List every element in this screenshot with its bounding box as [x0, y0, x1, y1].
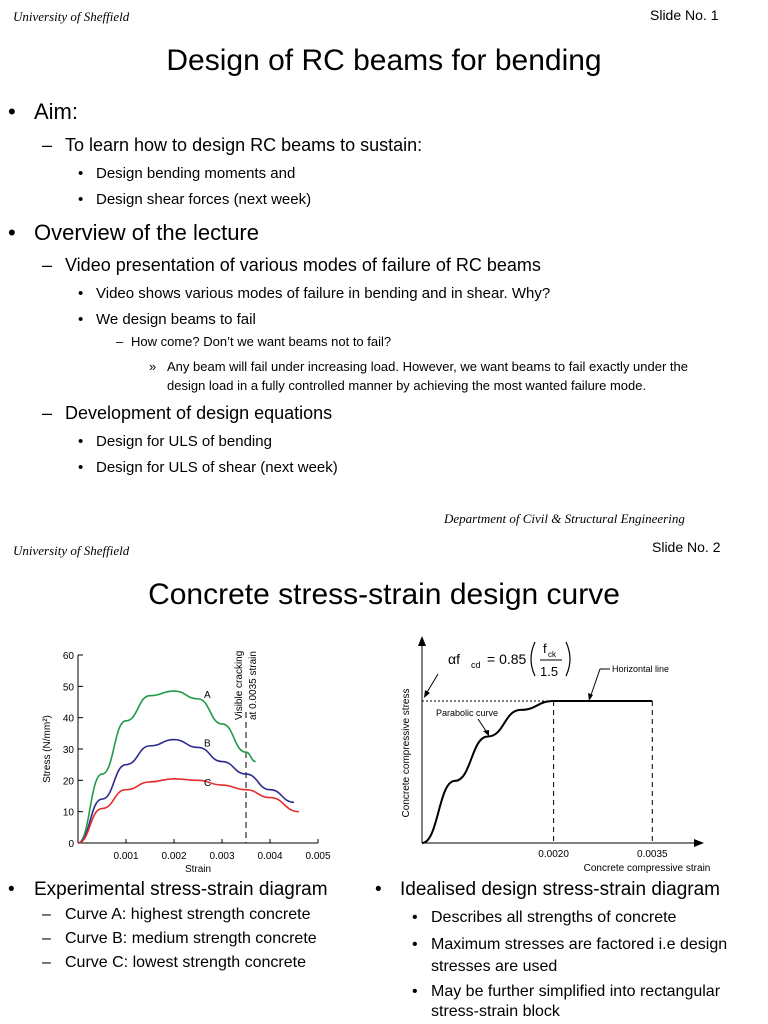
cracking-annotation: Visible cracking — [234, 650, 245, 720]
overview-heading: Overview of the lecture — [34, 220, 259, 245]
design-item-continued: stress-strain block — [431, 1003, 560, 1020]
bullet-marker: • — [8, 879, 15, 900]
dash-marker: – — [42, 135, 53, 155]
formula-equals: = 0.85 — [487, 651, 527, 667]
x-tick-label: 0.001 — [113, 851, 139, 862]
dash-marker: – — [42, 954, 51, 971]
series-label: C — [204, 777, 212, 789]
design-chart — [392, 632, 732, 877]
bullet-marker: • — [412, 909, 418, 926]
series-line-b — [78, 740, 294, 843]
any-beam-line-2: design load in a fully controlled manner by achieving the most wanted failure mode. — [167, 378, 647, 393]
horizontal-line-label: Horizontal line — [612, 664, 670, 674]
right-heading: Idealised design stress-strain diagram — [400, 879, 720, 900]
video-subheading: Video presentation of various modes of failure of RC beams — [65, 255, 541, 275]
bullet-marker: • — [78, 285, 84, 302]
cracking-annotation: at 0.0035 strain — [248, 651, 259, 720]
department-footer: Department of Civil & Structural Engineering — [444, 511, 685, 526]
small-dash-marker: – — [116, 334, 124, 349]
formula-left-paren — [531, 642, 535, 676]
formula-subscript: cd — [471, 660, 481, 670]
curve-item: Curve C: lowest strength concrete — [65, 954, 306, 971]
y-axis-arrow — [418, 636, 426, 646]
bullet-marker: • — [78, 459, 84, 476]
design-formula — [448, 641, 570, 679]
y-tick-label: 50 — [62, 682, 74, 694]
slide-number: Slide No. 1 — [650, 7, 719, 23]
dash-marker: – — [42, 255, 53, 275]
y-tick-label: 60 — [62, 651, 74, 662]
aim-item: Design bending moments and — [96, 165, 296, 182]
bullet-marker: • — [78, 433, 84, 450]
video-item: We design beams to fail — [96, 311, 256, 328]
bullet-marker: • — [78, 311, 84, 328]
curve-item: Curve B: medium strength concrete — [65, 930, 317, 947]
y-tick-label: 30 — [62, 745, 74, 756]
slide-title: Concrete stress-strain design curve — [148, 578, 620, 611]
formula-pointer-head — [424, 690, 430, 698]
y-axis-label: Stress (N/mm²) — [42, 715, 53, 783]
bullet-marker: • — [8, 220, 16, 245]
chevron-marker: » — [149, 359, 157, 374]
aim-heading: Aim: — [34, 99, 78, 124]
design-item-continued: stresses are used — [431, 958, 558, 975]
series-label: A — [204, 690, 211, 702]
bullet-marker: • — [78, 191, 84, 208]
x-tick-label: 0.0020 — [538, 849, 569, 860]
parabolic-curve — [422, 701, 554, 843]
x-tick-label: 0.004 — [257, 851, 283, 862]
x-tick-label: 0.0035 — [637, 849, 668, 860]
left-heading: Experimental stress-strain diagram — [34, 879, 328, 900]
development-item: Design for ULS of shear (next week) — [96, 459, 338, 476]
series-line-a — [78, 691, 256, 843]
development-item: Design for ULS of bending — [96, 433, 272, 450]
horizontal-pointer-head — [588, 693, 593, 701]
horizontal-pointer — [590, 669, 600, 698]
y-axis-label: Concrete compressive stress — [401, 688, 412, 818]
x-axis-arrow — [694, 839, 704, 847]
aim-subheading: To learn how to design RC beams to sustain: — [65, 135, 423, 155]
series-label: B — [204, 738, 211, 750]
design-item: Maximum stresses are factored i.e design — [431, 936, 728, 953]
dash-marker: – — [42, 403, 53, 423]
x-axis-label: Strain — [184, 864, 212, 872]
curve-item: Curve A: highest strength concrete — [65, 906, 311, 923]
bullet-marker: • — [375, 879, 382, 900]
y-tick-label: 10 — [62, 807, 74, 819]
y-tick-label: 0 — [68, 839, 74, 850]
video-item: Video shows various modes of failure in bending and in shear. Why? — [96, 285, 551, 302]
bullet-marker: • — [8, 99, 16, 124]
bullet-marker: • — [78, 165, 84, 182]
university-label: University of Sheffield — [13, 543, 130, 558]
design-item: Describes all strengths of concrete — [431, 909, 677, 926]
x-axis-label: Concrete compressive strain — [583, 863, 711, 874]
x-tick-label: 0.002 — [161, 851, 187, 862]
x-tick-label: 0.003 — [209, 851, 235, 862]
dash-marker: – — [42, 930, 51, 947]
y-tick-label: 40 — [62, 713, 74, 725]
y-tick-label: 20 — [62, 776, 74, 788]
any-beam-line-1: Any beam will fail under increasing load. However, we want beams to fail exactly under the — [167, 359, 688, 374]
formula-alpha: αf — [448, 651, 460, 667]
formula-right-paren — [566, 642, 570, 676]
aim-item: Design shear forces (next week) — [96, 191, 312, 208]
x-tick-label: 0.005 — [305, 851, 331, 862]
formula-numerator: f — [543, 641, 547, 656]
parabolic-curve-label: Parabolic curve — [436, 708, 499, 718]
slide-number: Slide No. 2 — [652, 539, 721, 555]
parabolic-pointer-head — [483, 730, 489, 736]
university-label: University of Sheffield — [13, 9, 130, 24]
slide-title: Design of RC beams for bending — [166, 44, 602, 77]
how-come-text: How come? Don’t we want beams not to fail? — [131, 334, 392, 349]
formula-pointer — [426, 674, 438, 694]
development-subheading: Development of design equations — [65, 403, 333, 423]
formula-subscript: ck — [548, 650, 556, 659]
dash-marker: – — [42, 906, 51, 923]
design-item: May be further simplified into rectangular — [431, 983, 721, 1000]
experimental-chart — [30, 632, 360, 872]
formula-denominator: 1.5 — [540, 664, 559, 679]
bullet-marker: • — [412, 936, 418, 953]
bullet-marker: • — [412, 983, 418, 1000]
